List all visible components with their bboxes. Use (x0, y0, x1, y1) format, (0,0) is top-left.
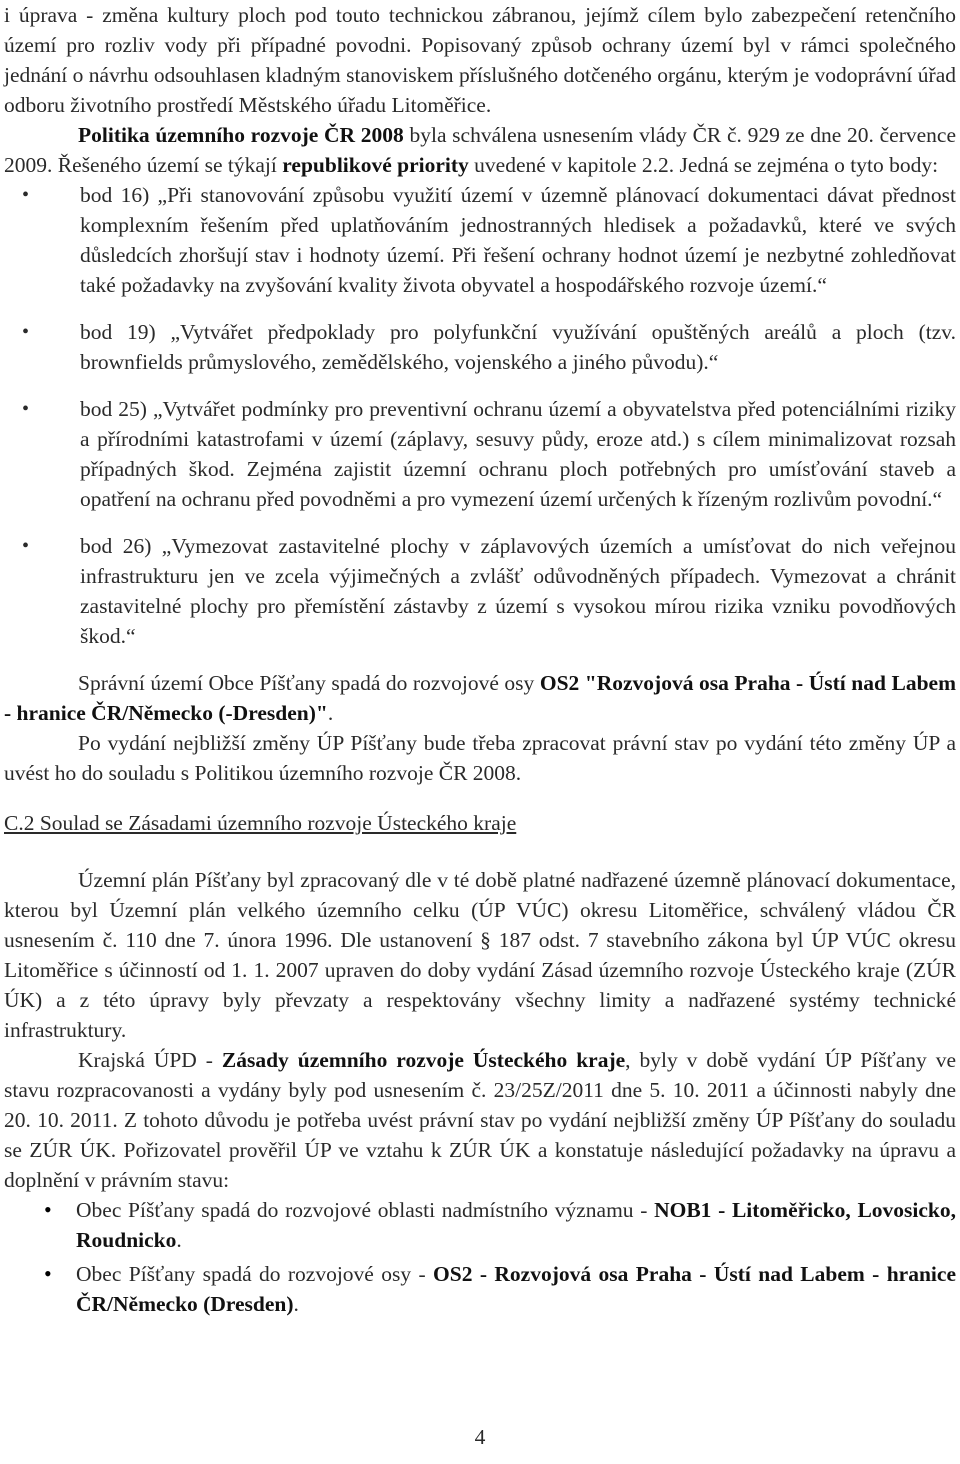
os2-axis-zur: OS2 - Rozvojová osa Praha - Ústí nad Labem - hranice ČR/Německo (Dresden) (76, 1262, 956, 1316)
list-item: • Obec Píšťany spadá do rozvojové oblasti nadmístního významu - NOB1 - Litoměřicko, Lovosicko, Roudnicko. (4, 1195, 956, 1255)
pur-title: Politika územního rozvoje ČR 2008 (78, 123, 404, 147)
paragraph-retention: i úprava - změna kultury ploch pod touto technickou zábranou, jejímž cílem bylo zabezpečení retenčního území pro rozliv vody při případné povodni. Popisovaný způsob ochrany území byl v rámci společného jednání o návrhu odsouhlasen kladným stanoviskem příslušného dotčeného orgánu, kterým je vodoprávní úřad odboru životního prostředí Městského úřadu Litoměřice. (4, 3, 956, 117)
paragraph-zur: Krajská ÚPD - Zásady územního rozvoje Ústeckého kraje, byly v době vydání ÚP Píšťany ve stavu rozpracovanosti a vydány byly pod usnesením č. 23/25Z/2011 dne 5. 10. 2011 a účinnosti nabyly dne 20. 10. 2011. Z tohoto důvodu je potřeba uvést právní stav po vydání nejbližší změny ÚP Píšťany do souladu se ZÚR ÚK. Pořizovatel prověřil ÚP ve vztahu k ZÚR ÚK a konstatuje následující požadavky na úpravu a doplnění v právním stavu: (4, 1048, 956, 1192)
priority-list (4, 180, 956, 651)
republic-priority: republikové priority (282, 153, 469, 177)
paragraph-pur: Politika územního rozvoje ČR 2008 byla schválena usnesením vlády ČR č. 929 ze dne 20. července 2009. Řešeného území se týkají republikové priority uvedené v kapitole 2.2. Jedná se zejména o tyto body: (4, 123, 956, 177)
paragraph-change: Po vydání nejbližší změny ÚP Píšťany bude třeba zpracovat právní stav po vydání této změny ÚP a uvést ho do souladu s Politikou územního rozvoje ČR 2008. (4, 731, 956, 785)
paragraph-os2: Správní území Obce Píšťany spadá do rozvojové osy OS2 "Rozvojová osa Praha - Ústí nad Labem - hranice ČR/Německo (-Dresden)". (4, 671, 957, 725)
os2-axis: OS2 "Rozvojová osa Praha - Ústí nad Labem - hranice ČR/Německo (-Dresden)" (4, 671, 957, 725)
list-item: • bod 25) „Vytvářet podmínky pro preventivní ochranu území a obyvatelstva před potenciálními riziky a přírodními katastrofami v území (záplavy, sesuvy půdy, eroze atd.) s cílem minimalizovat rozsah případných škod. Zejména zajistit územní ochranu ploch potřebných pro umísťování staveb a opatření na ochranu před povodněmi a pro vymezení území určených k řízeným rozlivům povodní.“ (4, 394, 956, 514)
list-item: • bod 19) „Vytvářet předpoklady pro polyfunkční využívání opuštěných areálů a ploch (tzv. brownfields průmyslového, zemědělského, vojenského a jiného původu).“ (4, 317, 956, 377)
zur-title: Zásady územního rozvoje Ústeckého kraje (221, 1048, 626, 1072)
list-item: • bod 26) „Vymezovat zastavitelné plochy v záplavových územích a umísťovat do nich veřejnou infrastrukturu jen ve zcela výjimečných a zvlášť odůvodněných případech. Vymezovat a chránit zastavitelné plochy pro přemístění zástavby z území s vysokou mírou rizika vzniku povodňových škod.“ (4, 531, 956, 651)
section-heading: C.2 Soulad se Zásadami územního rozvoje Ústeckého kraje (4, 811, 517, 835)
list-item: • Obec Píšťany spadá do rozvojové osy - OS2 - Rozvojová osa Praha - Ústí nad Labem - hranice ČR/Německo (Dresden). (4, 1259, 956, 1319)
nob1: NOB1 - Litoměřicko, Lovosicko, Roudnicko (76, 1198, 957, 1252)
paragraph-up: Územní plán Píšťany byl zpracovaný dle v té době platné nadřazené územně plánovací dokumentace, kterou byl Územní plán velkého územního celku (ÚP VÚC) okresu Litoměřice, schválený vládou ČR usnesením č. 110 dne 7. února 1996. Dle ustanovení § 187 odst. 7 stavebního zákona byl ÚP VÚC okresu Litoměřice s účinností od 1. 1. 2007 upraven do doby vydání Zásad územního rozvoje Ústeckého kraje (ZÚR ÚK) a z této úpravy byly převzaty a respektovány všechny limity a nadřazené systémy technické infrastruktury. (4, 868, 956, 1042)
page-number: 4 (474, 1425, 486, 1449)
zur-list (4, 1195, 956, 1319)
list-item: • bod 16) „Při stanovování způsobu využití území v územně plánovací dokumentaci dávat přednost komplexním řešením před uplatňováním jednostranných hledisek a požadavků, které ve svých důsledcích zhoršují stav i hodnoty území. Při řešení ochrany hodnot území je nezbytné zohledňovat také požadavky na zvyšování kvality života obyvatel a hospodářského rozvoje území.“ (4, 180, 956, 300)
document-page (4, 0, 956, 1319)
